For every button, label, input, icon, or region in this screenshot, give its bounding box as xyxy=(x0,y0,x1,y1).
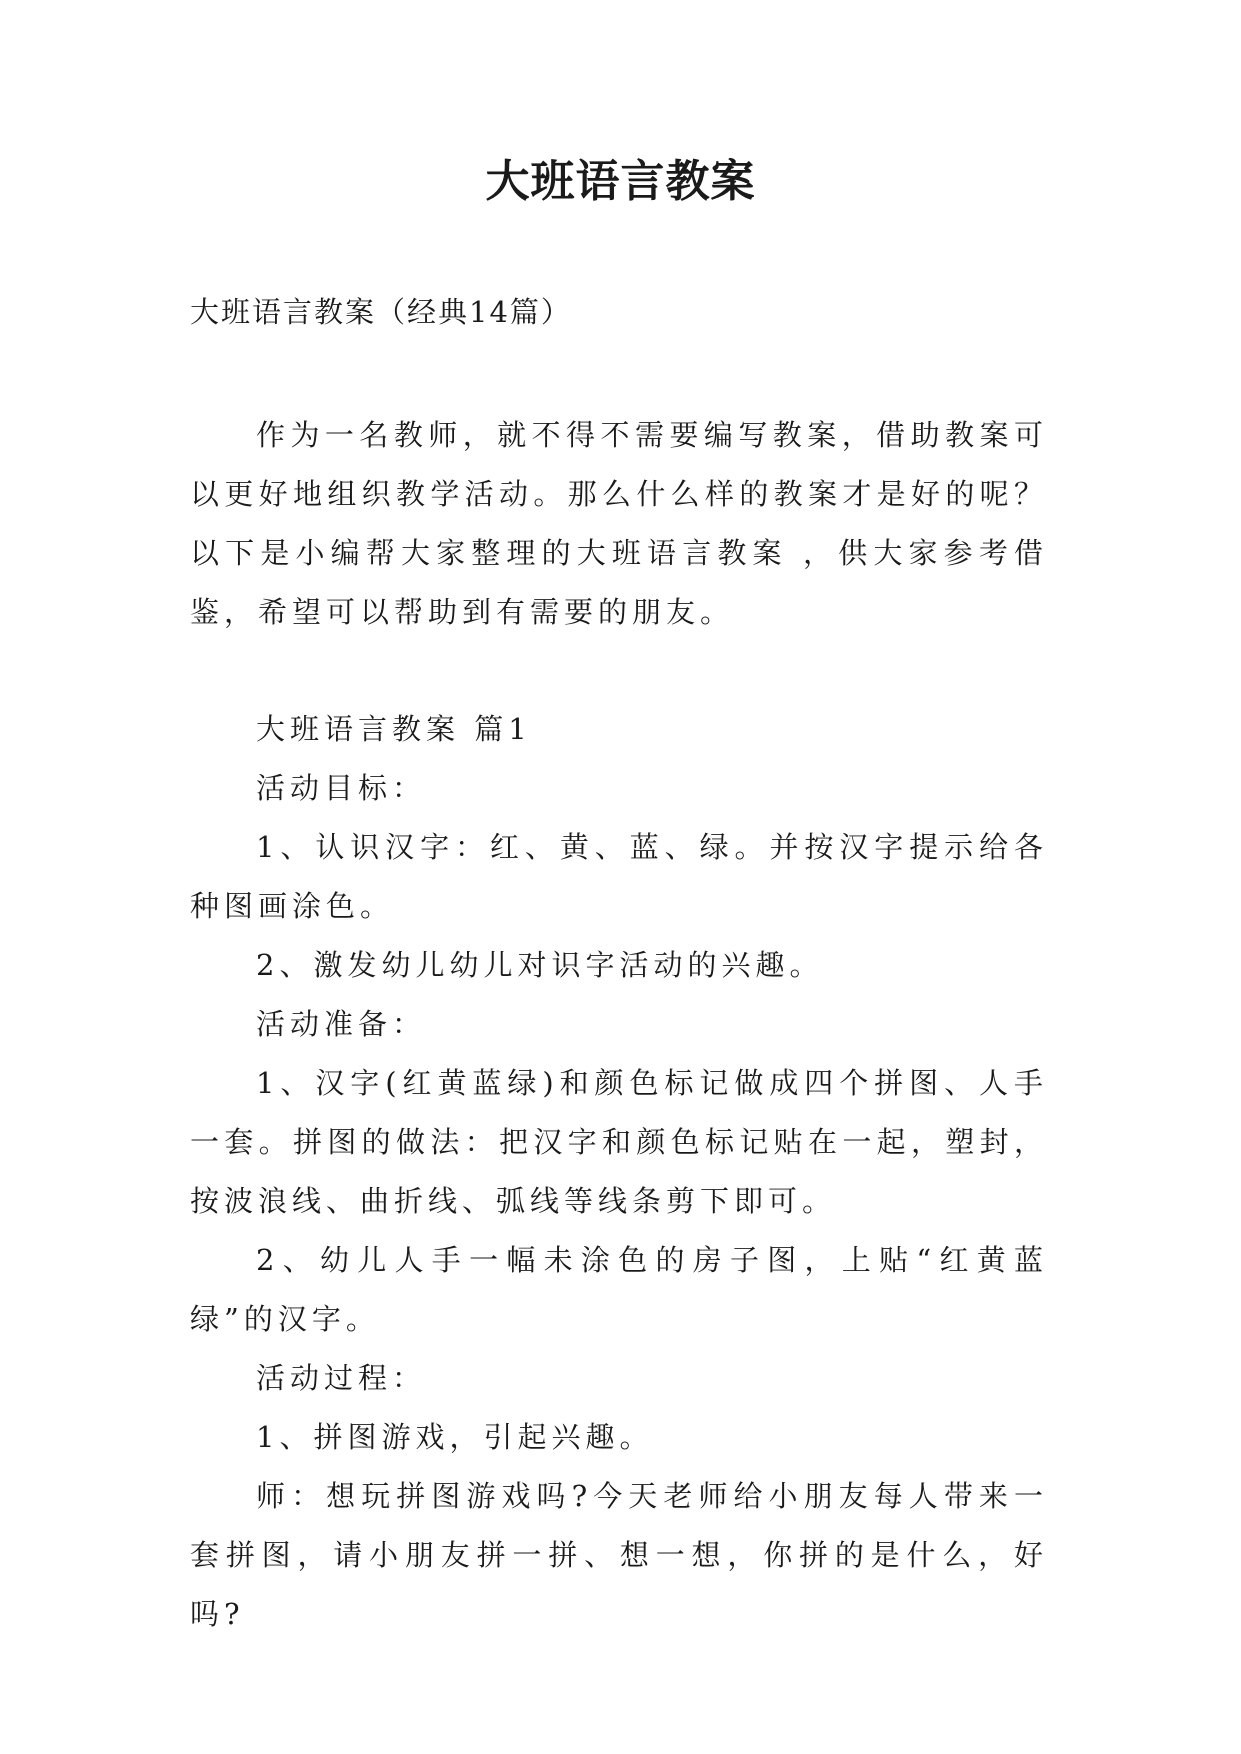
document-title: 大班语言教案 xyxy=(485,156,756,207)
activity-preparation-heading: 活动准备： xyxy=(256,1007,427,1041)
preparation-item: 1、汉字(红黄蓝绿)和颜色标记做成四个拼图、人手一套。拼图的做法：把汉字和颜色标记贴在一起，塑封，按波浪线、曲折线、弧线等线条剪下即可。 xyxy=(190,1066,1048,1218)
activity-process-heading: 活动过程： xyxy=(256,1361,427,1395)
goal-item: 2、激发幼儿幼儿对识字活动的兴趣。 xyxy=(256,948,824,982)
document-subtitle: 大班语言教案（经典14篇） xyxy=(190,295,572,329)
document-body xyxy=(190,700,1048,1644)
activity-goals-heading: 活动目标： xyxy=(256,771,427,805)
process-item: 1、拼图游戏，引起兴趣。 xyxy=(256,1420,654,1454)
intro-paragraph: 作为一名教师，就不得不需要编写教案，借助教案可以更好地组织教学活动。那么什么样的教案才是好的呢？以下是小编帮大家整理的大班语言教案 ，供大家参考借鉴，希望可以帮助到有需要的朋友。 xyxy=(190,418,1048,629)
goal-item: 1、认识汉字：红、黄、蓝、绿。并按汉字提示给各种图画涂色。 xyxy=(190,830,1048,923)
teacher-dialogue: 师：想玩拼图游戏吗?今天老师给小朋友每人带来一套拼图，请小朋友拼一拼、想一想，你拼的是什么，好吗? xyxy=(190,1479,1048,1631)
section-heading: 大班语言教案 篇1 xyxy=(256,712,532,746)
preparation-item: 2、幼儿人手一幅未涂色的房子图，上贴“红黄蓝绿”的汉字。 xyxy=(190,1243,1048,1336)
